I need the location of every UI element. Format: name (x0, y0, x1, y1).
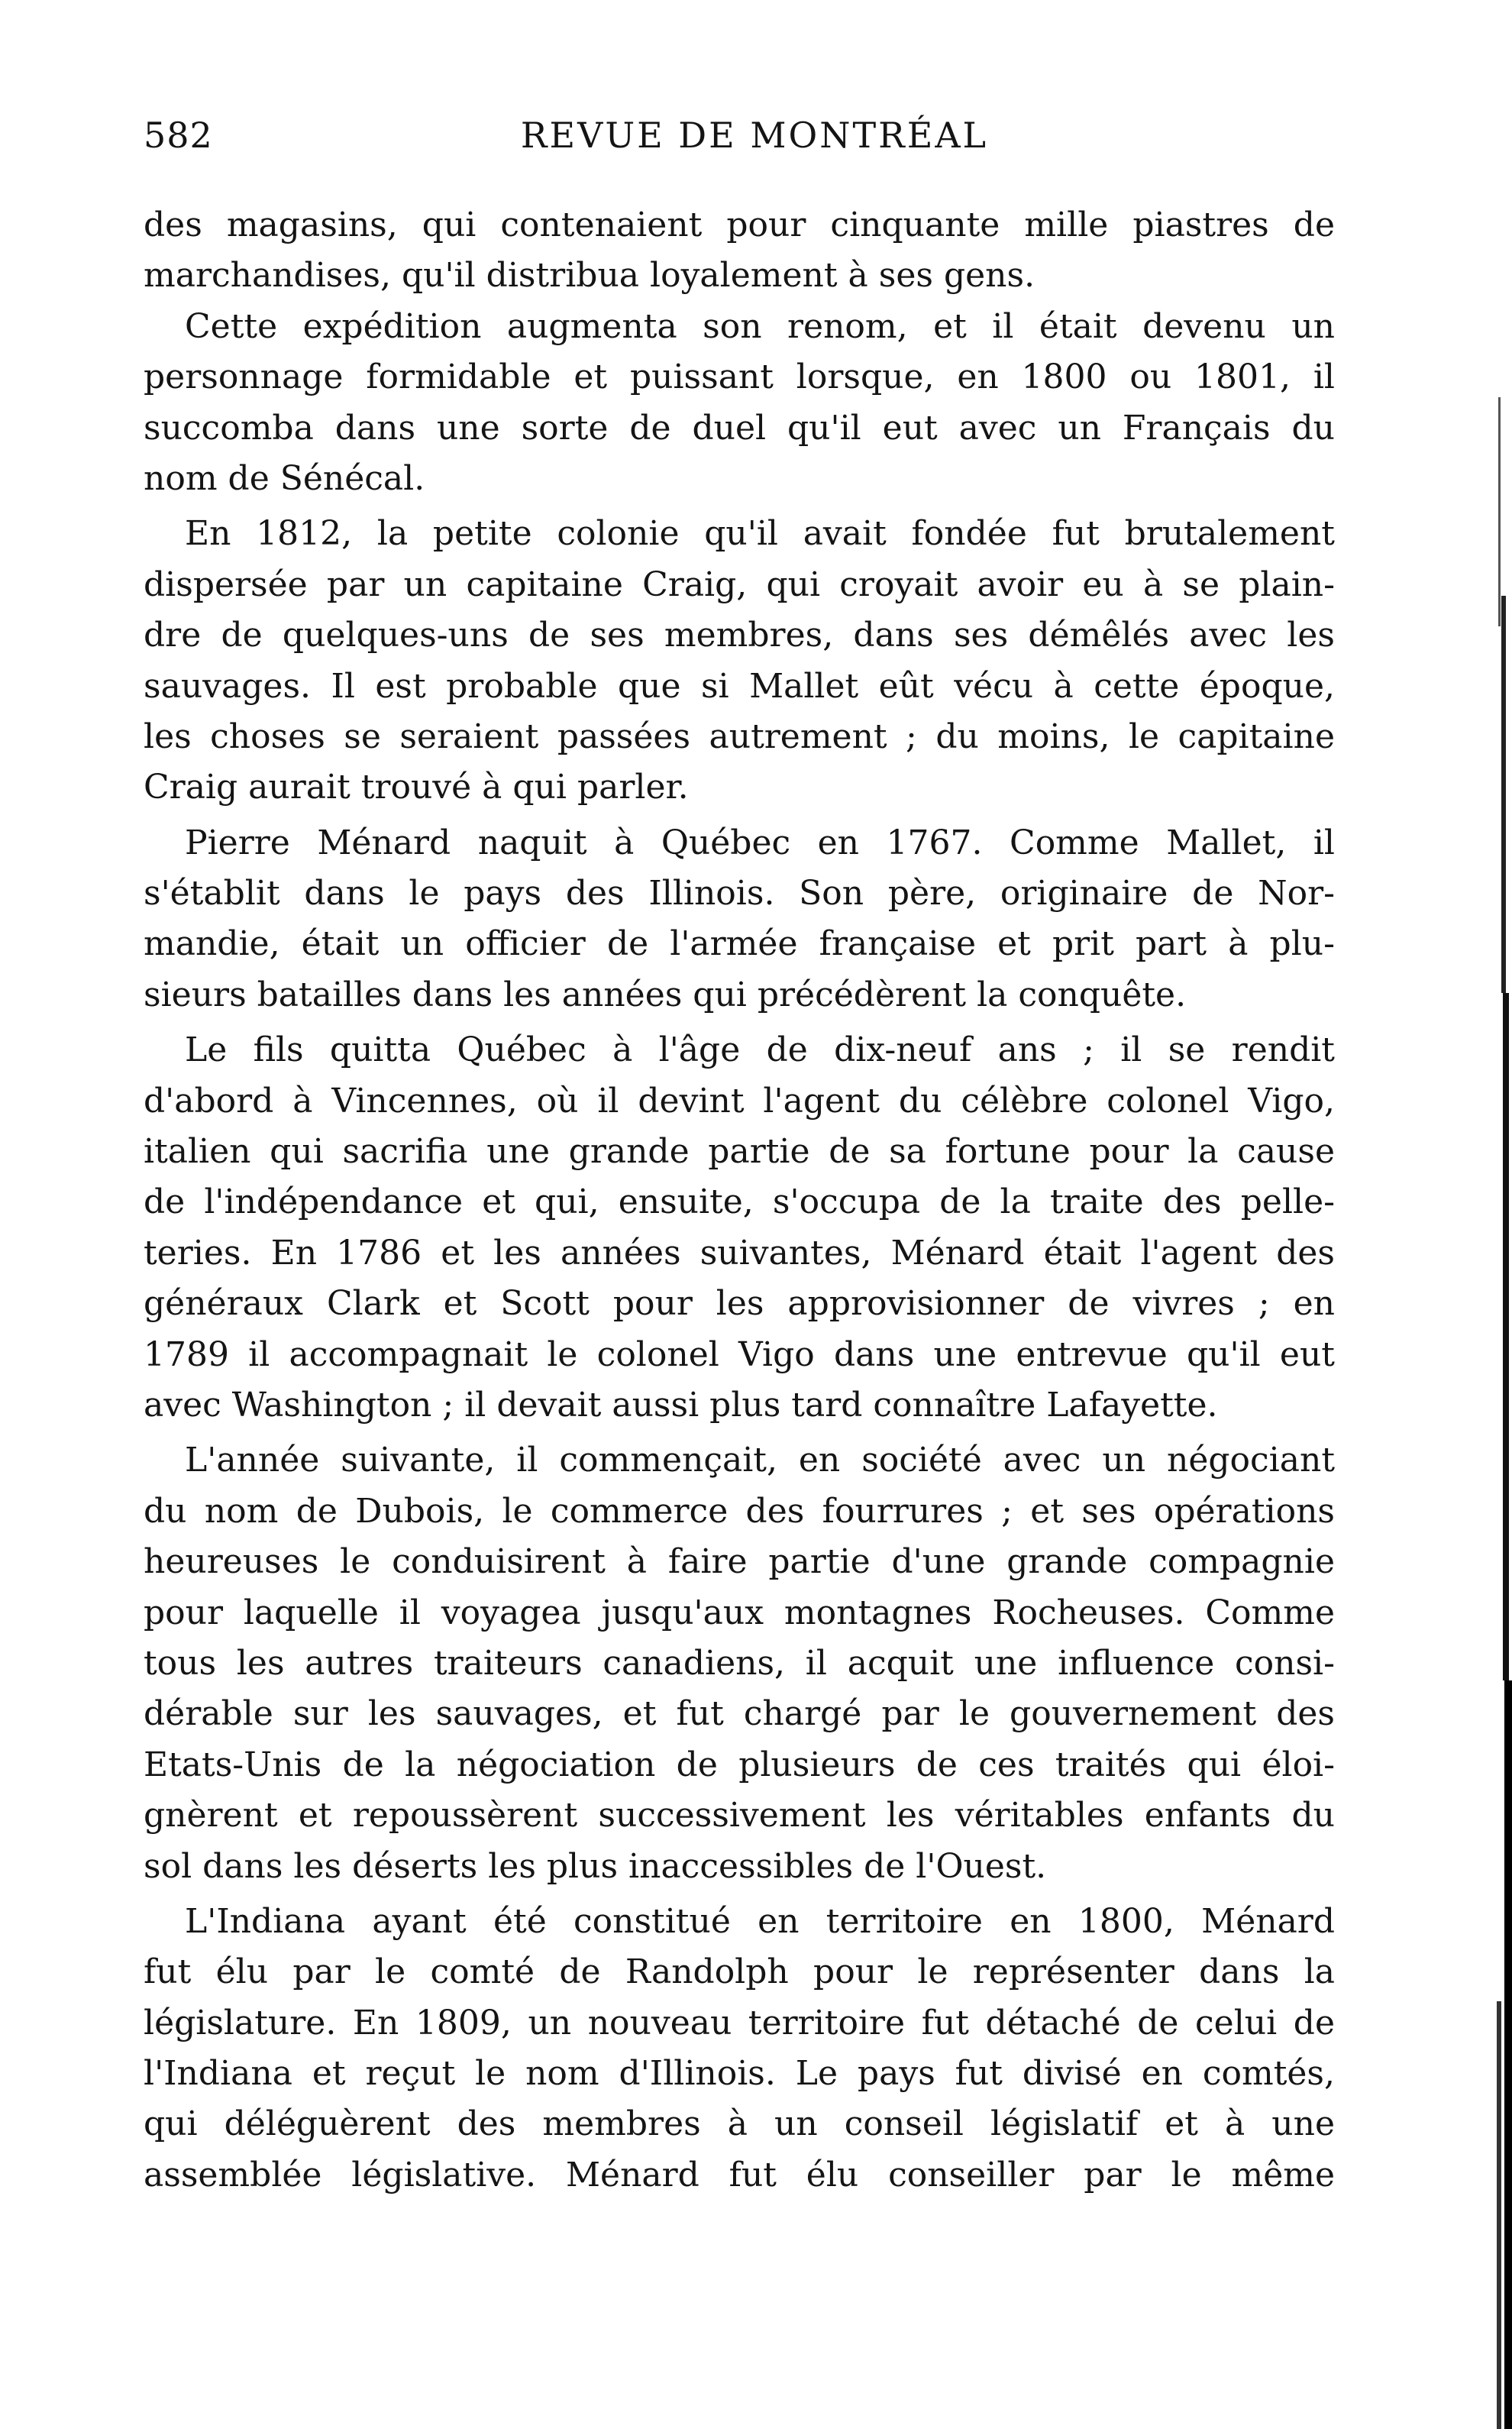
text-line: tous les autres traiteurs canadiens, il acquit une influence consi- (144, 1643, 1335, 1683)
paragraph (144, 1435, 1335, 1892)
text-line: personnage formidable et puissant lorsque, en 1800 ou 1801, il (144, 357, 1335, 397)
text-line: de l'indépendance et qui, ensuite, s'occupa de la traite des pelle- (144, 1182, 1335, 1222)
text-line: sol dans les déserts les plus inaccessibles de l'Ouest. (144, 1846, 1047, 1886)
text-line: législature. En 1809, un nouveau territoire fut détaché de celui de (144, 2003, 1335, 2042)
text-line: 1789 il accompagnait le colonel Vigo dans une entrevue qu'il eut (144, 1334, 1335, 1374)
text-line: marchandises, qu'il distribua loyalement à ses gens. (144, 256, 1035, 296)
text-line: Etats-Unis de la négociation de plusieurs de ces traités qui éloi- (144, 1745, 1335, 1784)
text-line: italien qui sacrifia une grande partie de sa fortune pour la cause (144, 1132, 1335, 1172)
text-line: mandie, était un officier de l'armée française et prit part à plu- (144, 924, 1335, 964)
text-line: dispersée par un capitaine Craig, qui croyait avoir eu à se plain- (144, 564, 1335, 604)
paragraph (144, 200, 1335, 302)
text-line: nom de Sénécal. (144, 458, 425, 498)
text-line: Cette expédition augmenta son renom, et il était devenu un (185, 306, 1335, 346)
text-line: l'Indiana et reçut le nom d'Illinois. Le pays fut divisé en comtés, (144, 2054, 1335, 2094)
text-line: gnèrent et repoussèrent successivement les véritables enfants du (144, 1796, 1335, 1835)
running-title: REVUE DE MONTRÉAL (520, 115, 989, 156)
scan-edge-shadow (1488, 397, 1512, 2429)
paragraph (144, 1897, 1335, 2201)
text-line: L'Indiana ayant été constitué en territoire en 1800, Ménard (185, 1901, 1335, 1941)
text-line: qui déléguèrent des membres à un conseil législatif et à une (144, 2104, 1335, 2144)
text-line: sauvages. Il est probable que si Mallet eût vécu à cette époque, (144, 666, 1335, 706)
text-line: généraux Clark et Scott pour les approvisionner de vivres ; en (144, 1284, 1335, 1324)
text-line: d'abord à Vincennes, où il devint l'agent du célèbre colonel Vigo, (144, 1081, 1335, 1121)
text-line: des magasins, qui contenaient pour cinquante mille piastres de (144, 205, 1335, 244)
text-line: dérable sur les sauvages, et fut chargé par le gouvernement des (144, 1694, 1335, 1734)
text-line: heureuses le conduisirent à faire partie d'une grande compagnie (144, 1542, 1335, 1582)
text-line: succomba dans une sorte de duel qu'il eut avec un Français du (144, 408, 1335, 448)
body-text (144, 200, 1335, 2201)
text-line: avec Washington ; il devait aussi plus tard connaître Lafayette. (144, 1385, 1218, 1425)
text-line: fut élu par le comté de Randolph pour le représenter dans la (144, 1952, 1335, 1992)
text-line: s'établit dans le pays des Illinois. Son père, originaire de Nor- (144, 874, 1335, 914)
text-line: les choses se seraient passées autrement ; du moins, le capitaine (144, 716, 1335, 756)
text-line: pour laquelle il voyagea jusqu'aux montagnes Rocheuses. Comme (144, 1593, 1335, 1632)
text-line: Craig aurait trouvé à qui parler. (144, 768, 689, 807)
page-header (144, 115, 1335, 176)
paragraph (144, 302, 1335, 505)
paragraph (144, 818, 1335, 1021)
text-line: En 1812, la petite colonie qu'il avait fondée fut brutalement (185, 514, 1335, 554)
text-line: L'année suivante, il commençait, en société avec un négociant (185, 1441, 1335, 1480)
text-line: assemblée législative. Ménard fut élu conseiller par le même (144, 2155, 1335, 2195)
text-line: Pierre Ménard naquit à Québec en 1767. Comme Mallet, il (185, 823, 1335, 862)
text-line: sieurs batailles dans les années qui précédèrent la conquête. (144, 975, 1187, 1014)
text-line: Le fils quitta Québec à l'âge de dix-neuf ans ; il se rendit (185, 1030, 1335, 1070)
text-line: dre de quelques-uns de ses membres, dans ses démêlés avec les (144, 616, 1335, 655)
text-line: du nom de Dubois, le commerce des fourrures ; et ses opérations (144, 1491, 1335, 1531)
paragraph (144, 509, 1335, 813)
paragraph (144, 1025, 1335, 1431)
page-number: 582 (144, 115, 213, 156)
text-line: teries. En 1786 et les années suivantes, Ménard était l'agent des (144, 1233, 1335, 1273)
